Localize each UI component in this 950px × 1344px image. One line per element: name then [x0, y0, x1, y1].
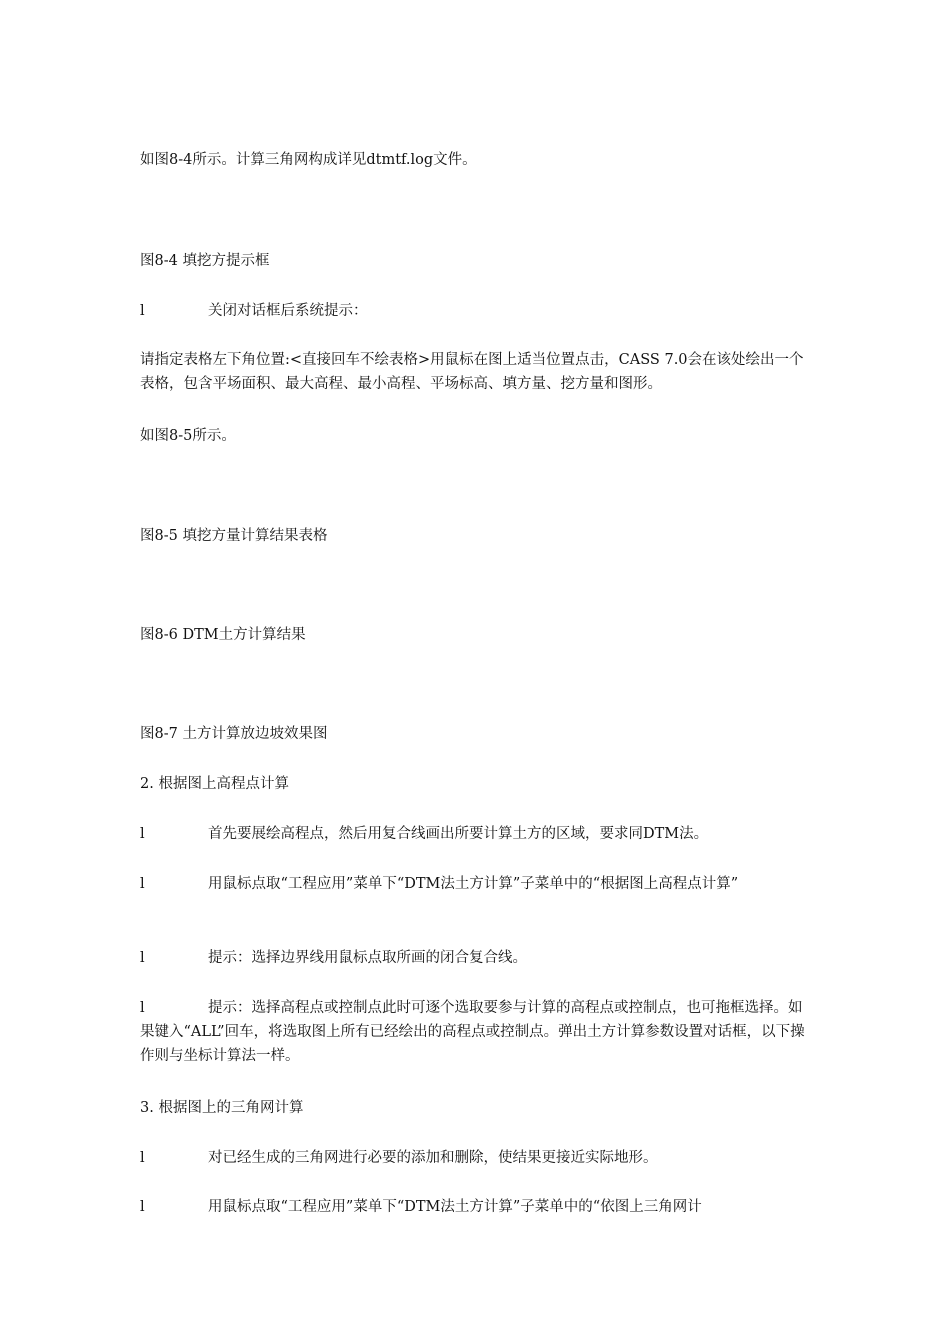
paragraph-table-prompt: 请指定表格左下角位置:<直接回车不绘表格>用鼠标在图上适当位置点击，CASS 7.0会在该处绘出一个表格，包含平场面积、最大高程、最小高程、平场标高、填方量、挖方量和图形。 — [140, 352, 804, 392]
figure-caption-8-5: 图8-5 填挖方量计算结果表格 — [140, 528, 328, 544]
bullet-text: 用鼠标点取“工程应用”菜单下“DTM法土方计算”子菜单中的“根据图上高程点计算” — [208, 876, 739, 892]
figure-caption-8-4: 图8-4 填挖方提示框 — [140, 253, 270, 269]
bullet-text: 提示：选择边界线用鼠标点取所画的闭合复合线。 — [208, 950, 527, 966]
bullet-item — [140, 946, 812, 970]
figure-caption-8-7: 图8-7 土方计算放边坡效果图 — [140, 726, 328, 742]
bullet-marker: l — [140, 876, 145, 892]
bullet-text: 对已经生成的三角网进行必要的添加和删除，使结果更接近实际地形。 — [208, 1150, 658, 1166]
bullet-marker: l — [140, 1150, 145, 1166]
bullet-marker: l — [140, 1000, 145, 1016]
bullet-item — [140, 299, 812, 323]
bullet-item — [140, 872, 812, 896]
bullet-item — [140, 1195, 812, 1219]
bullet-marker: l — [140, 303, 145, 319]
paragraph-fig85-ref: 如图8-5所示。 — [140, 428, 236, 444]
bullet-marker: l — [140, 950, 145, 966]
figure-caption-8-6: 图8-6 DTM土方计算结果 — [140, 627, 306, 643]
bullet-text: 提示：选择高程点或控制点此时可逐个选取要参与计算的高程点或控制点，也可拖框选择。如果键入“ALL”回车，将选取图上所有已经绘出的高程点或控制点。弹出土方计算参数设置对话框，以下操作则与坐标计算法一样。 — [140, 1000, 805, 1064]
bullet-text: 用鼠标点取“工程应用”菜单下“DTM法土方计算”子菜单中的“依图上三角网计 — [208, 1199, 702, 1215]
bullet-text: 关闭对话框后系统提示： — [208, 303, 368, 319]
paragraph-intro: 如图8-4所示。计算三角网构成详见dtmtf.log文件。 — [140, 152, 477, 168]
bullet-item — [140, 822, 812, 846]
bullet-text: 首先要展绘高程点，然后用复合线画出所要计算土方的区域，要求同DTM法。 — [208, 826, 709, 842]
bullet-marker: l — [140, 826, 145, 842]
section-heading-3: 3. 根据图上的三角网计算 — [140, 1100, 304, 1116]
bullet-item — [140, 996, 812, 1068]
bullet-marker: l — [140, 1199, 145, 1215]
bullet-item — [140, 1146, 812, 1170]
section-heading-2: 2. 根据图上高程点计算 — [140, 776, 289, 792]
